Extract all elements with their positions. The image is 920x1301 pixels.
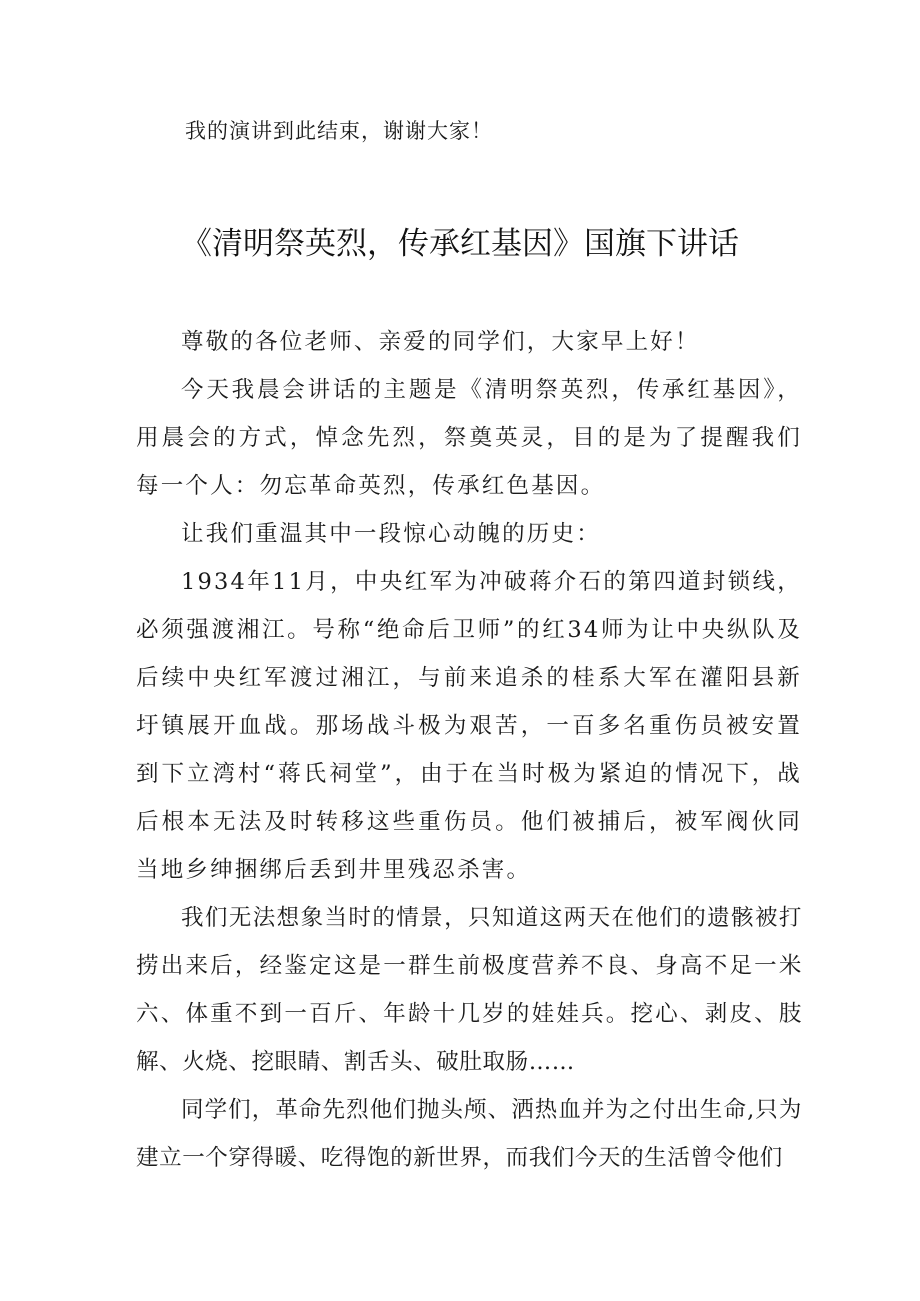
closing-line: 我的演讲到此结束，谢谢大家！	[185, 119, 493, 143]
paragraph-history-intro: 让我们重温其中一段惊心动魄的历史：	[181, 521, 601, 547]
speech-body	[136, 318, 802, 1182]
paragraph-students: 同学们，革命先烈他们抛头颅、洒热血并为之付出生命,只为建立一个穿得暖、吃得饱的新世界，而我们今天的生活曾令他们	[136, 1097, 802, 1171]
paragraph-theme: 今天我晨会讲话的主题是《清明祭英烈，传承红基因》，用晨会的方式，悼念先烈，祭奠英灵，目的是为了提醒我们每一个人：勿忘革命英烈，传承红色基因。	[136, 377, 802, 499]
speech-title: 《清明祭英烈，传承红基因》国旗下讲话	[181, 226, 739, 262]
paragraph-greeting: 尊敬的各位老师、亲爱的同学们，大家早上好！	[181, 329, 700, 355]
paragraph-history: 1934年11月，中央红军为冲破蒋介石的第四道封锁线，必须强渡湘江。号称“绝命后卫师”的红34师为让中央纵队及后续中央红军渡过湘江，与前来追杀的桂系大军在灌阳县新圩镇展开血战。那场战斗极为艰苦，一百多名重伤员被安置到下立湾村“蒋氏祠堂”，由于在当时极为紧迫的情况下，战后根本无法及时转移这些重伤员。他们被捕后，被军阀伙同当地乡绅捆绑后丢到井里残忍杀害。	[136, 569, 802, 883]
paragraph-remains: 我们无法想象当时的情景，只知道这两天在他们的遗骸被打捞出来后，经鉴定这是一群生前极度营养不良、身高不足一米六、体重不到一百斤、年龄十几岁的娃娃兵。挖心、剥皮、肢解、火烧、挖眼睛、割舌头、破肚取肠……	[136, 905, 802, 1075]
